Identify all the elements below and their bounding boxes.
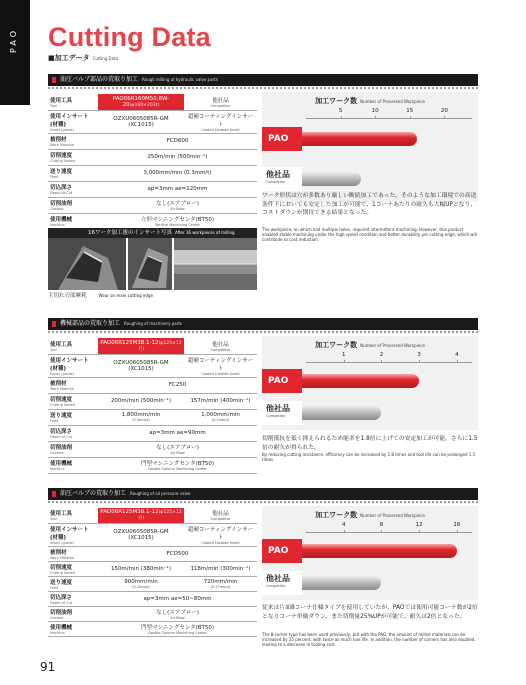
spec-label-jp: 切削速度 [50, 397, 73, 403]
competitor-label [262, 401, 302, 425]
spec-value-text: FC250 [168, 382, 187, 388]
spec-table [48, 338, 257, 474]
spec-label-jp: 使用機械 [50, 624, 73, 631]
axis-line [306, 532, 472, 533]
spec-label-jp: 切削速度 [50, 153, 73, 159]
spec-value-text: 門型マシニングセンタ(BT50) [140, 624, 215, 631]
section-heading-jp: 油圧バルブの荒取り加工 [60, 490, 127, 497]
spec-label-jp: 使用インサート(材種) [50, 357, 89, 372]
spec-value-pao [98, 576, 184, 591]
spec-table [48, 94, 257, 230]
spec-table [48, 508, 257, 637]
spec-value [98, 546, 257, 561]
spec-row [48, 197, 257, 213]
spec-value-sub: Vertical Machining Center [154, 223, 201, 227]
bar-chart [262, 506, 478, 600]
spec-label [48, 425, 98, 441]
axis-tick-label: 16 [453, 522, 461, 528]
spec-value-text: なし(エアブロー) [156, 445, 199, 451]
axis-tick-label: 15 [406, 108, 414, 114]
spec-row [48, 354, 257, 377]
competitor-label-jp: 他社品 [266, 404, 290, 413]
spec-label [48, 621, 98, 636]
spec-value-text: なし(エアブロー) [156, 201, 199, 207]
axis-tick-label: 5 [338, 108, 343, 114]
pao-bar [302, 374, 419, 388]
spec-label-jp: 切込深さ [50, 185, 73, 191]
spec-row [48, 149, 257, 165]
spec-label-jp: 送り速度 [50, 169, 73, 175]
spec-row [48, 546, 257, 561]
pao-bar [302, 544, 457, 558]
spec-label [48, 409, 98, 425]
spec-pao-text: 200m/min (500min⁻¹) [110, 398, 172, 404]
spec-label-jp: 切削油剤 [50, 201, 73, 207]
result-description: 切削抵抗を低く抑えられるため能率を1.8倍に上げての安定加工が可能。さらに1.5倍の耐久が得られた。 [262, 436, 478, 451]
spec-pao-sub: (φ125×12刃) [137, 510, 182, 522]
spec-value-pao [98, 110, 184, 133]
axis-tick-label: 20 [440, 108, 448, 114]
subtitle-jp: ■加工データ [48, 54, 90, 62]
spec-label-en: Tool [50, 347, 57, 352]
spec-comp-sub: (0.2mm/t) [211, 418, 230, 422]
spec-value-pao [98, 94, 184, 110]
spec-row [48, 165, 257, 181]
spec-value [98, 621, 257, 636]
side-tab-label: PAO [9, 28, 18, 53]
spec-value [98, 133, 257, 149]
spec-comp-text: 他社品 [212, 341, 229, 348]
spec-label [48, 181, 98, 197]
pao-label: PAO [262, 369, 302, 393]
spec-value-competitor [184, 508, 257, 523]
spec-row [48, 133, 257, 149]
axis-tick-label: 2 [379, 352, 384, 358]
spec-value [98, 425, 257, 441]
spec-label [48, 441, 98, 457]
spec-row [48, 213, 257, 229]
subtitle-en: Cutting Data [92, 56, 119, 61]
spec-pao-text: OZXU0605085R-GM (XC1015) [113, 115, 169, 128]
axis-tick-label: 12 [415, 522, 423, 528]
competitor-label-jp: 他社品 [266, 170, 290, 179]
spec-label-jp: 使用インサート(材種) [50, 526, 89, 541]
spec-label-en: Insert (grade) [50, 540, 75, 545]
section-divider [48, 331, 478, 333]
side-tab [0, 0, 30, 105]
insert-photo-2 [128, 238, 172, 290]
section-heading [48, 318, 478, 330]
spec-row [48, 606, 257, 621]
spec-pao-text: 1,800mm/min [121, 412, 161, 418]
spec-value [98, 165, 257, 181]
spec-comp-sub: Competitor [210, 103, 231, 108]
spec-row [48, 110, 257, 133]
axis-tick-label: 1 [341, 352, 346, 358]
spec-label-jp: 切込深さ [50, 429, 73, 435]
spec-pao-sub: (φ160×203t) [129, 102, 160, 108]
spec-comp-text: 118m/min (300min⁻¹) [190, 565, 251, 572]
spec-pao-text: 900mm/min [124, 578, 158, 585]
spec-value-text: なし(エアブロー) [156, 609, 199, 616]
competitor-bar [302, 406, 381, 420]
spec-label [48, 197, 98, 213]
page-title: Cutting Data [48, 22, 211, 52]
spec-value [98, 441, 257, 457]
spec-row [48, 508, 257, 523]
chart-title-jp: 加工ワーク数 [315, 97, 358, 105]
spec-label-en: Work Material [50, 387, 75, 391]
spec-comp-sub: Competitor [210, 517, 231, 522]
spec-pao-text: OZXU0605085R-GM (XC1015) [113, 359, 169, 372]
spec-comp-sub: Competitor [210, 347, 231, 352]
spec-label-jp: 被削材 [50, 549, 67, 556]
section-heading-en: Rough milling of hydraulic valve parts [142, 77, 218, 82]
spec-value-text: ap=3mm ae=120mm [147, 186, 208, 192]
spec-label-en: Coolant [50, 451, 64, 455]
spec-label-jp: 被削材 [50, 137, 67, 143]
pao-bar [302, 132, 417, 146]
spec-pao-text: OZXU0605085R-GM (XC1015) [113, 528, 169, 541]
spec-value [98, 197, 257, 213]
spec-value-sub: Air Blow [170, 451, 185, 455]
spec-label-en: Feed [50, 175, 59, 179]
insert-photo-3 [174, 238, 257, 290]
spec-label-jp: 使用機械 [50, 217, 73, 223]
spec-value-sub: Double Column Machining Center [148, 630, 207, 635]
axis-line [306, 118, 472, 119]
chart-title [262, 340, 478, 350]
bar-chart [262, 92, 478, 202]
section-heading-jp: 油圧バルブ部品の荒取り加工 [60, 76, 139, 83]
spec-value-text: 立形マシニングセンタ(BT50) [140, 217, 215, 223]
competitor-label [262, 167, 302, 191]
spec-value-pao [98, 338, 184, 354]
section-heading-jp: 機械部品の荒取り加工 [60, 320, 121, 327]
spec-label [48, 110, 98, 133]
section-heading [48, 74, 478, 86]
axis-tick-label: 10 [371, 108, 379, 114]
spec-row [48, 621, 257, 636]
spec-label [48, 576, 98, 591]
competitor-label-jp: 他社品 [266, 574, 290, 583]
spec-label-en: Tool [50, 517, 57, 522]
photo-heading-jp: 16ワーク加工後のインサート写真 [88, 230, 172, 236]
axis-tick-label: 8 [379, 522, 384, 528]
spec-comp-sub: Coated Carbide Insert [201, 371, 240, 376]
page-number: 91 [40, 660, 56, 674]
spec-label-jp: 使用機械 [50, 461, 73, 467]
spec-row [48, 523, 257, 546]
page-subtitle [48, 53, 118, 63]
chart-title-jp: 加工ワーク数 [315, 511, 358, 519]
spec-label-jp: 使用インサート(材種) [50, 113, 89, 128]
spec-row [48, 576, 257, 591]
spec-label-en: Insert (grade) [50, 371, 75, 376]
spec-value-text: FCD500 [166, 550, 189, 557]
spec-value [98, 213, 257, 229]
spec-value-competitor [184, 409, 257, 425]
spec-label-en: Cutting Speed [50, 570, 75, 575]
spec-label-en: Tool [50, 103, 57, 108]
chart-title-en: Number of Processed Workpiece [360, 99, 425, 104]
spec-value-text: 3,000mm/min (0.3mm/t) [143, 170, 212, 176]
spec-row [48, 457, 257, 473]
spec-comp-text: 720mm/min [203, 578, 238, 585]
spec-label-jp: 使用工具 [50, 341, 73, 348]
spec-value [98, 181, 257, 197]
spec-value-pao [98, 508, 184, 523]
spec-label-en: Feed [50, 585, 59, 590]
spec-row [48, 94, 257, 110]
spec-comp-sub: (0.27mm/t) [210, 584, 231, 589]
spec-label-en: Feed [50, 419, 59, 423]
spec-label-en: Coolant [50, 207, 64, 211]
spec-comp-text: 他社品 [212, 97, 229, 104]
spec-value-competitor [184, 393, 257, 409]
spec-label-jp: 切削油剤 [50, 445, 73, 451]
spec-comp-text: 超硬コーティングインサート [187, 357, 254, 372]
spec-value-sub: Air Blow [170, 615, 185, 620]
competitor-label-en: Competitor [266, 584, 286, 588]
section-divider [48, 87, 478, 89]
spec-value-text: FCD600 [166, 138, 189, 144]
spec-value [98, 149, 257, 165]
competitor-label [262, 571, 302, 595]
spec-label-en: Cutting Speed [50, 159, 75, 163]
spec-value-pao [98, 354, 184, 377]
spec-label-en: Machine [50, 223, 65, 227]
spec-label-jp: 切込深さ [50, 594, 73, 601]
spec-label [48, 457, 98, 473]
spec-value-text: ap=3mm ae=90mm [149, 430, 206, 436]
competitor-bar [302, 172, 361, 186]
spec-label-jp: 使用工具 [50, 511, 73, 518]
spec-comp-text: 157m/min (400min⁻¹) [190, 398, 251, 404]
spec-comp-text: 超硬コーティングインサート [187, 526, 254, 541]
spec-pao-sub: (0.2mm/t) [132, 584, 150, 589]
spec-pao-sub: (0.3mm/t) [132, 418, 150, 422]
spec-row [48, 338, 257, 354]
result-description-en: The workpiece, on which had multiple holes, required intermittent machining. However, this product enabled stable machining under the high speed condition and better durability per cutting edge, which will contribute to cost reduction. [262, 227, 477, 242]
spec-row [48, 425, 257, 441]
spec-value-pao [98, 393, 184, 409]
spec-row [48, 441, 257, 457]
axis-tick-label: 4 [341, 522, 346, 528]
photo-caption-en: Wear on main cutting edge [98, 293, 153, 298]
chart-title-en: Number of Processed Workpiece [360, 343, 425, 348]
chart-title [262, 96, 478, 106]
spec-value [98, 457, 257, 473]
spec-label-jp: 使用工具 [50, 97, 73, 104]
spec-label-en: Machine [50, 630, 65, 635]
spec-label-jp: 切削油剤 [50, 609, 73, 616]
spec-label [48, 591, 98, 606]
spec-label-en: Work Material [50, 555, 75, 560]
chart-title-en: Number of Processed Workpiece [360, 513, 425, 518]
spec-comp-text: 超硬コーティングインサート [187, 113, 254, 128]
spec-pao-text: PAO06R125M38.1-12 [100, 509, 159, 516]
spec-value-competitor [184, 338, 257, 354]
section-divider [48, 501, 478, 503]
spec-value-text: ap=3mm ae=50~80mm [143, 595, 212, 602]
spec-label-en: Depth of Cut [50, 191, 73, 195]
spec-label [48, 377, 98, 393]
spec-label-jp: 被削材 [50, 381, 67, 387]
spec-pao-text: 150m/min (380min⁻¹) [110, 565, 172, 572]
spec-label [48, 546, 98, 561]
spec-label-en: Cutting Speed [50, 403, 75, 407]
spec-label-jp: 切削速度 [50, 564, 73, 571]
spec-label-en: Depth of Cut [50, 435, 73, 439]
spec-comp-sub: Coated Carbide Insert [201, 127, 240, 132]
result-description-en: By reducing cutting resistance, efficiency can be increased by 1.8 times and tool life can be prolonged 1.5 times. [262, 452, 476, 462]
spec-value-competitor [184, 561, 257, 576]
spec-comp-text: 他社品 [212, 511, 229, 518]
spec-row [48, 181, 257, 197]
spec-row [48, 561, 257, 576]
section-heading-en: Roughing of oil pressure valve [130, 491, 191, 496]
spec-label [48, 94, 98, 110]
competitor-label-en: Competitor [266, 414, 286, 418]
chart-title [262, 510, 478, 520]
result-description-en: The 8-corner type has been used previously, but with the PAO, the amount of milled materials can be increased by 25 percent, with twice as much tool life. In addition, the number of corners has also doubled, leading to a decrease in tooling cost. [262, 632, 476, 647]
spec-value-text: 門型マシニングセンタ(BT50) [140, 461, 215, 467]
spec-value-competitor [184, 110, 257, 133]
spec-pao-sub: (φ125×12刃) [137, 340, 182, 352]
photo-heading-en: After 16 workpieces of milling [175, 230, 235, 235]
spec-value-competitor [184, 523, 257, 546]
spec-label [48, 149, 98, 165]
spec-pao-text: PAO06R160M50.8W-20 [112, 95, 170, 108]
spec-value-text: 250m/min (500min⁻¹) [147, 154, 208, 160]
spec-value [98, 377, 257, 393]
spec-label [48, 606, 98, 621]
photo-caption-jp: 主切れ刃部摩耗 [48, 293, 87, 299]
spec-value-pao [98, 409, 184, 425]
spec-value-pao [98, 523, 184, 546]
insert-photo-1 [48, 238, 126, 290]
spec-comp-text: 1,000mm/min [201, 412, 240, 418]
result-description: ワーク形状は穴が多数あり厳しい断続加工であった。そのような加工環境での高送条件下においても安定した加工が可能で、1コーナあたりの耐久も大幅UPとなり、コストダウンが期待できる結果となった。 [262, 193, 477, 216]
spec-comp-sub: Coated Carbide Insert [201, 540, 240, 545]
spec-label-en: Machine [50, 467, 65, 471]
spec-label [48, 213, 98, 229]
competitor-label-en: Competitor [266, 180, 286, 184]
bar-chart [262, 336, 478, 430]
spec-label-en: Insert (grade) [50, 127, 75, 132]
competitor-bar [302, 576, 381, 590]
result-description: 従来は片面8コーナ仕様タイプを使用していたが、PAOでは使用可能コーナ数が2倍となりコーナ単価ダウン、また切削量25%UPが可能で、耐久は2倍となった。 [262, 605, 478, 620]
section-heading [48, 488, 478, 500]
spec-value [98, 591, 257, 606]
spec-label [48, 338, 98, 354]
spec-value-pao [98, 561, 184, 576]
section-heading-en: Roughing of machinery parts [124, 321, 183, 326]
spec-pao-text: PAO06R125M38.1-12 [100, 339, 159, 346]
pao-label: PAO [262, 127, 302, 151]
spec-value [98, 606, 257, 621]
spec-value-competitor [184, 576, 257, 591]
spec-label [48, 165, 98, 181]
spec-label [48, 354, 98, 377]
spec-value-sub: Double Column Machining Center [148, 467, 207, 471]
axis-tick-label: 3 [417, 352, 421, 358]
photo-caption [48, 291, 153, 299]
spec-row [48, 409, 257, 425]
spec-row [48, 393, 257, 409]
spec-label-en: Coolant [50, 615, 64, 620]
spec-label [48, 561, 98, 576]
spec-label-en: Depth of Cut [50, 600, 73, 605]
spec-label [48, 393, 98, 409]
spec-label-jp: 送り速度 [50, 579, 73, 586]
pao-label: PAO [262, 539, 302, 563]
spec-row [48, 377, 257, 393]
spec-label [48, 508, 98, 523]
spec-label [48, 133, 98, 149]
axis-tick-label: 4 [455, 352, 459, 358]
axis-line [306, 362, 472, 363]
spec-label-jp: 送り速度 [50, 413, 73, 419]
spec-value-sub: Air Blow [170, 207, 185, 211]
spec-value-competitor [184, 94, 257, 110]
photo-heading [48, 228, 257, 238]
spec-row [48, 591, 257, 606]
chart-title-jp: 加工ワーク数 [315, 341, 358, 349]
spec-label-en: Work Material [50, 143, 75, 147]
spec-value-competitor [184, 354, 257, 377]
spec-label [48, 523, 98, 546]
